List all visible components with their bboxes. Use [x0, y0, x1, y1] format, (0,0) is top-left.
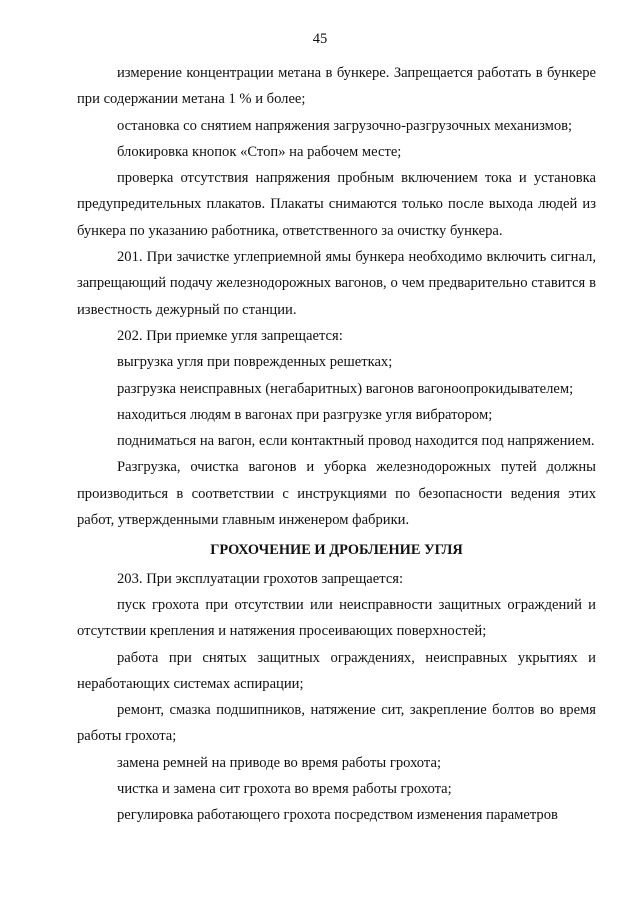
body-paragraph: замена ремней на приводе во время работы грохота;	[117, 754, 441, 771]
body-paragraph: 203. При эксплуатации грохотов запрещается:	[117, 570, 404, 587]
body-paragraph: выгрузка угля при поврежденных решетках;	[117, 354, 393, 371]
body-paragraph: 201. При зачистке углеприемной ямы бункера необходимо включить сигнал, запрещающий подачу железнодорожных вагонов, о чем предварительно ставится в известность дежурный по станции.	[77, 249, 596, 318]
body-paragraph: измерение концентрации метана в бункере. Запрещается работать в бункере при содержании метана 1 % и более;	[77, 65, 596, 108]
body-paragraph: ремонт, смазка подшипников, натяжение сит, закрепление болтов во время работы грохота;	[77, 702, 596, 745]
body-paragraph: пуск грохота при отсутствии или неисправности защитных ограждений и отсутствии крепления и натяжения просеивающих поверхностей;	[77, 596, 596, 640]
body-paragraph: подниматься на вагон, если контактный провод находится под напряжением.	[117, 433, 595, 450]
body-paragraph: Разгрузка, очистка вагонов и уборка железнодорожных путей должны производиться в соответствии с инструкциями по безопасности ведения этих работ, утвержденными главным инженером фабрики.	[77, 459, 596, 529]
section-heading: ГРОХОЧЕНИЕ И ДРОБЛЕНИЕ УГЛЯ	[210, 542, 463, 559]
body-paragraph: работа при снятых защитных ограждениях, неисправных укрытиях и неработающих системах аспирации;	[77, 649, 596, 692]
body-paragraph: остановка со снятием напряжения загрузочно-разгрузочных механизмов;	[117, 117, 573, 134]
body-paragraph: находиться людям в вагонах при разгрузке угля вибратором;	[117, 406, 493, 423]
body-paragraph: чистка и замена сит грохота во время работы грохота;	[117, 781, 452, 798]
body-paragraph: регулировка работающего грохота посредством изменения параметров	[117, 807, 558, 824]
page-number: 45	[312, 31, 328, 47]
body-paragraph: разгрузка неисправных (негабаритных) вагонов вагоноопрокидывателем;	[117, 380, 574, 397]
body-paragraph: блокировка кнопок «Стоп» на рабочем месте;	[117, 143, 402, 160]
body-paragraph: 202. При приемке угля запрещается:	[117, 327, 343, 344]
document-body	[77, 60, 596, 829]
body-paragraph: проверка отсутствия напряжения пробным включением тока и установка предупредительных плакатов. Плакаты снимаются только после выхода людей из бункера по указанию работника, ответственного за очистку бункера.	[77, 170, 596, 239]
